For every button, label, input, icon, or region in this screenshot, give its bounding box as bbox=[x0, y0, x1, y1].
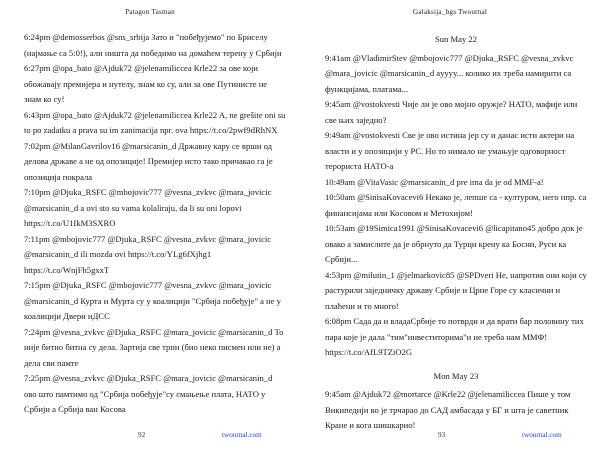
right-page-number: 93 bbox=[438, 431, 446, 439]
tweet-entry: 6:24pm @demosserbos @sns_srbija Зато и "побеђујемо" по Бриселу (најмање са 5:0!), али ништа да победимо на домаћем терену у Србији bbox=[24, 32, 282, 58]
right-site-link[interactable]: twournal.com bbox=[522, 431, 562, 439]
tweet-entry: 6:08pm Сада да и владаСрбије то потврди и да врати бар половину тих пара које је дала "тим"инвеститорима"и не треба нам ММФ! https://t.co/AfL9TZiO2G bbox=[325, 316, 584, 357]
tweet-entry: 9:45am @Ajduk72 @mortarce @Krle22 @jelenamiliccea Пише у том Википедији во је трчарао до САД амбасада у БГ и шта је саветник Кране и кога шишкарио! bbox=[325, 389, 571, 430]
tweet-entry: 9:49am @vostokvesti Све је ово истина јер су и данас исти актери на власти и у опозицији у РС. Но то нимало не умањује одговорност терориста НАТО-а bbox=[325, 130, 575, 171]
right-page-header: Galaksija_bgs Twournal bbox=[412, 8, 488, 16]
tweet-entry: 7:25pm @vesna_zvkvc @Djuka_RSFC @mara_jovicic @marsicanin_d ово што памтимо од "Србија побеђује"су смањење плата, НАТО у Србији а Србија ван Косова bbox=[24, 373, 273, 414]
tweet-entry: 10:53am @19Simica1991 @SinisaKovacevi6 @licapitano45 добро док је овако а замислите да је обрнуто да Турци крену ка Босни, Руси ка Србији... bbox=[325, 223, 583, 264]
right-page-body bbox=[325, 30, 587, 434]
tweet-entry: 10:50am @SinisaKovacevi6 Некако је, лепше са - културом, него нпр. са финансијама или Косовом и Метохијом! bbox=[325, 192, 587, 218]
tweet-entry: 4:53pm @milutin_1 @jelmarkovic85 @SPDveri Не, напротив они који су растурили заједничку државу Србије и Црне Горе су класични и плаћени и то много! bbox=[325, 269, 587, 311]
left-page-number: 92 bbox=[138, 431, 146, 439]
tweet-entry: 6:43pm @opa_bato @Ajduk72 @jelenamiliccea Кrle22 A, ne grešite oni su to po zadatku a prava su im zanimacija npr. ova https://t.co/2pwf9dRhNX bbox=[24, 109, 286, 135]
tweet-entry: 6:27pm @opa_bato @Ajduk72 @jelenamiliccea Кrle22 за ове који обожавају премијера и нутелу, знам ко су, али за ове Путинисте не знам ко су! bbox=[24, 63, 268, 104]
tweet-entry: 7:24pm @vesna_zvkvc @Djuka_RSFC @mara_jovicic @marsicanin_d То није битно битна су дела. Зартија све трпи (био неко писмен или не) а дела сви памте bbox=[24, 326, 284, 368]
tweet-entry: 9:41am @VladimirStev @mbojovic777 @Djuka_RSFC @vesna_zvkvc @mara_jovicic @marsicanin_d ayyyy... колико их треба намирити са функцијама, платама... bbox=[325, 52, 574, 94]
tweet-entry: 10:49am @VitaVasic @marsicanin_d pre ima da je od MMF-a! bbox=[325, 176, 544, 187]
tweet-entry: 7:02pm @MilanGavrilov16 @marsicanin_d Државну кару се врши од делова државе а не од опозиције! Премијер исто тако причакао га је опозиција покрала bbox=[24, 140, 273, 182]
date-heading: Sun May 22 bbox=[434, 34, 478, 44]
left-page-body bbox=[24, 30, 286, 418]
tweet-entry: 7:15pm @Djuka_RSFC @mbojovic777 @vesna_zvkvc @mara_jovicic @marsicanin_d Курта и Мурта су у коалицији "Србија побеђује" а не у коалицији Двери иДСС bbox=[24, 280, 281, 321]
tweet-entry: 7:11pm @mbojovic777 @Djuka_RSFC @vesna_zvkvc @mara_jovicic @marsicanin_d ili mozda ovi https://t.co/YLg6fXjhg1 https://t.co/WnjFh5gxxT bbox=[24, 233, 272, 275]
date-heading: Mon May 23 bbox=[433, 370, 479, 381]
left-page-header: Patagon Tasman bbox=[125, 8, 175, 16]
left-site-link[interactable]: twournal.com bbox=[222, 431, 262, 439]
tweet-entry: 9:45am @vostokvesti Чије ли је ово мојно оружје? НАТО, мафије или све њих заједно? bbox=[325, 99, 578, 125]
tweet-entry: 7:10pm @Djuka_RSFC @mbojovic777 @vesna_zvkvc @mara_jovicic @marsicanin_d a ovi sto su vama kolaliraju, da li su oni lopovi https://t.co/U1IkM3SXRO bbox=[24, 187, 272, 228]
